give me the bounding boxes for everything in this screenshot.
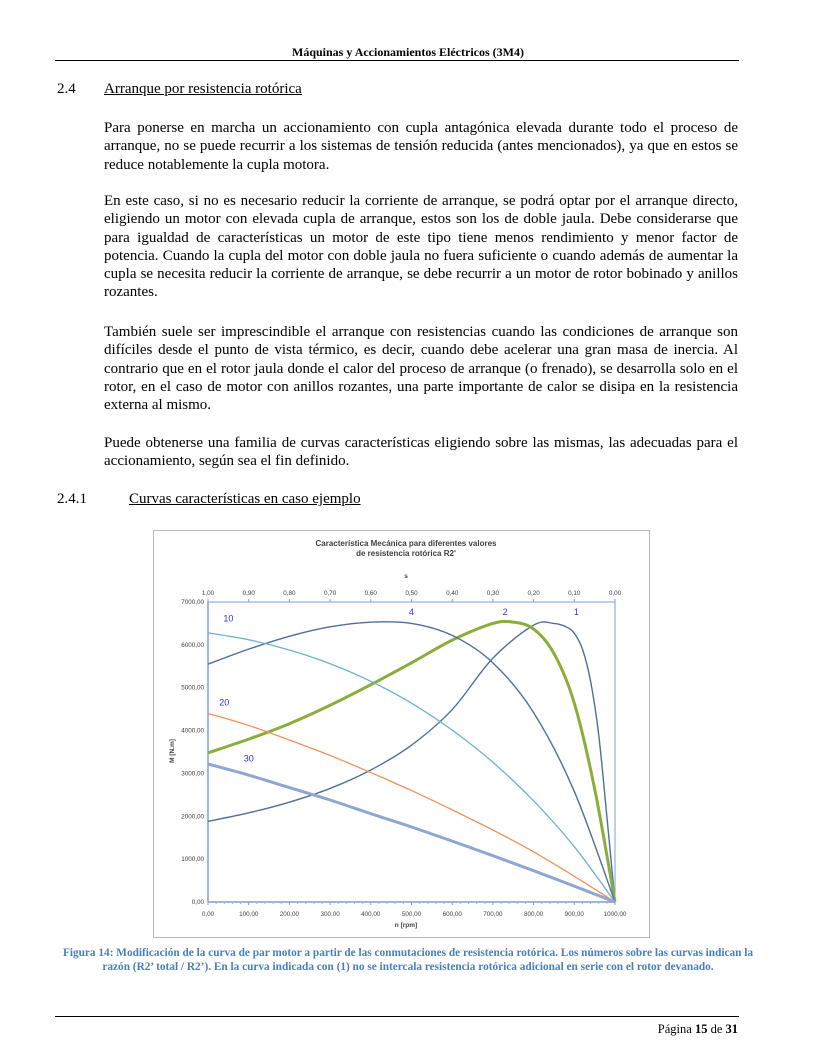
x2-tick-label: 0,00 [608, 590, 622, 597]
footer-prefix: Página [657, 1022, 692, 1036]
figure-chart [153, 530, 650, 938]
series-line-2 [208, 621, 615, 902]
page-number: 15 [694, 1022, 708, 1036]
x-tick-label: 400,00 [361, 911, 381, 918]
chart-title: Característica Mecánica para diferentes valores [315, 539, 497, 548]
torque-speed-chart [154, 531, 649, 937]
x-tick-label: 500,00 [401, 911, 422, 918]
series-label-4: 4 [408, 606, 415, 617]
paragraph-4: Puede obtenerse una familia de curvas características eligiendo sobre las mismas, las adecuadas para el accionamiento, según sea el fin definido. [104, 435, 738, 470]
x2-tick-label: 0,60 [364, 590, 377, 597]
chart-title-line2: de resistencia rotórica R2' [356, 549, 456, 558]
series-label-10: 10 [223, 613, 234, 624]
y-tick-label: 5000,00 [181, 684, 204, 692]
x2-tick-label: 0,40 [446, 590, 459, 597]
y-tick-label: 6000,00 [181, 641, 204, 649]
page-total: 31 [725, 1022, 738, 1036]
header-rule [55, 60, 739, 61]
footer-rule [55, 1016, 739, 1017]
x-tick-label: 100,00 [239, 911, 259, 918]
series-label-20: 20 [219, 697, 230, 708]
x-tick-label: 800,00 [523, 911, 544, 918]
footer-sep: de [710, 1022, 723, 1036]
y-tick-label: 7000,00 [181, 599, 204, 606]
subsection-number: 2.4.1 [57, 491, 87, 507]
x2-tick-label: 1,00 [201, 590, 215, 597]
series-label-30: 30 [243, 753, 254, 764]
paragraph-3: También suele ser imprescindible el arranque con resistencias cuando las condiciones de arranque son difíciles desde el punto de vista térmico, es decir, cuando debe acelerar una gran masa de inercia. Al contrario que en el rotor jaula donde el calor del proceso de arranque (o frenado), se desarrolla solo en el rotor, en el caso de motor con anillos rozantes, una parte importante de calor se disipa en la resistencia externa al mismo. [104, 324, 738, 414]
x-tick-label: 300,00 [320, 911, 340, 918]
x2-tick-label: 0,20 [527, 590, 540, 597]
section-number: 2.4 [57, 81, 76, 97]
running-header: Máquinas y Accionamientos Eléctricos (3M4) [292, 45, 524, 59]
y-tick-label: 1000,00 [181, 856, 204, 864]
y-tick-label: 3000,00 [181, 770, 204, 778]
x-tick-label: 700,00 [483, 911, 503, 918]
x2-tick-label: 0,80 [283, 590, 296, 597]
subsection-title: Curvas características en caso ejemplo [129, 491, 361, 507]
y-tick-label: 4000,00 [181, 727, 204, 735]
x2-tick-label: 0,70 [323, 590, 337, 597]
x-tick-label: 200,00 [279, 911, 300, 918]
paragraph-2: En este caso, si no es necesario reducir la corriente de arranque, se podrá optar por el arranque directo, eligiendo un motor con elevada cupla de arranque, estos son los de doble jaula. Debe considerarse que para igualdad de características un motor de este tipo tiene menos rendimiento y menor factor de potencia. Cuando la cupla del motor con doble jaula no fuera suficiente o cuando además de aumentar la cupla se necesita reducir la corriente de arranque, se debe recurrir a un motor de rotor bobinado y anillos rozantes. [104, 193, 738, 301]
paragraph-1: Para ponerse en marcha un accionamiento con cupla antagónica elevada durante todo el proceso de arranque, no se puede recurrir a los sistemas de tensión reducida (antes mencionados), ya que en estos se reduce notablemente la cupla motora. [104, 120, 738, 173]
series-line-30 [208, 764, 615, 902]
y-tick-label: 0,00 [191, 899, 204, 906]
x-axis-label: n [rpm] [394, 922, 418, 929]
page-footer [658, 1022, 738, 1037]
section-title: Arranque por resistencia rotórica [104, 81, 302, 97]
x2-tick-label: 0,90 [242, 590, 255, 597]
x2-tick-label: 0,50 [405, 590, 418, 597]
x2-tick-label: 0,30 [486, 590, 500, 597]
x2-tick-label: 0,10 [568, 590, 581, 597]
y-tick-label: 2000,00 [181, 813, 204, 821]
x-tick-label: 0,00 [201, 911, 215, 918]
series-label-1: 1 [573, 606, 579, 617]
figure-caption: Figura 14: Modificación de la curva de par motor a partir de las conmutaciones de resistencia rotórica. Los números sobre las curvas indican la razón (R2’ total / R2’). En la curva indicada con (1) no se intercala resistencia rotórica adicional en serie con el rotor devanado. [62, 947, 754, 973]
y-axis-label: M [N.m] [169, 739, 176, 763]
x-tick-label: 600,00 [442, 911, 462, 918]
series-line-10 [208, 633, 615, 902]
x-tick-label: 900,00 [564, 911, 584, 918]
x-tick-label: 1000,00 [603, 911, 627, 918]
series-label-2: 2 [502, 606, 508, 617]
x2-axis-label: s [404, 573, 408, 580]
